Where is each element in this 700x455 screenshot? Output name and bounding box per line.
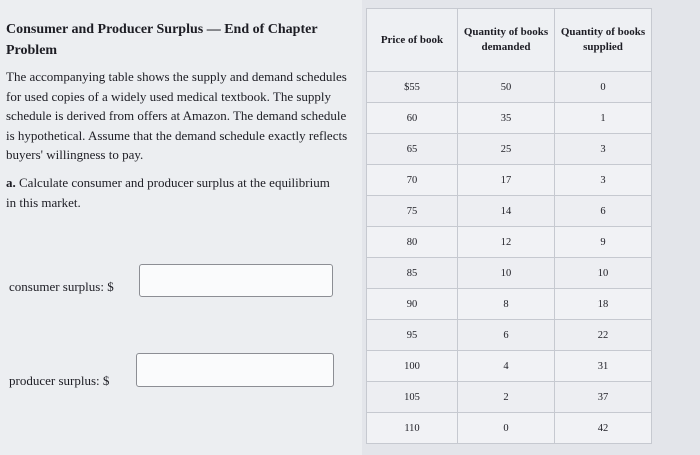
demanded-cell: 8 xyxy=(458,289,555,320)
producer-surplus-input[interactable] xyxy=(136,353,334,387)
price-cell: 95 xyxy=(367,320,458,351)
supplied-cell: 0 xyxy=(555,72,652,103)
table-row xyxy=(367,72,652,103)
supplied-cell: 9 xyxy=(555,227,652,258)
producer-surplus-label: producer surplus: $ xyxy=(9,373,110,388)
table-row xyxy=(367,134,652,165)
table-row xyxy=(367,165,652,196)
supplied-cell: 22 xyxy=(555,320,652,351)
supplied-cell: 3 xyxy=(555,165,652,196)
table-row xyxy=(367,382,652,413)
table-row xyxy=(367,258,652,289)
price-cell: 100 xyxy=(367,351,458,382)
table-row xyxy=(367,289,652,320)
price-cell: 105 xyxy=(367,382,458,413)
consumer-surplus-label: consumer surplus: $ xyxy=(9,279,114,294)
consumer-surplus-input[interactable] xyxy=(139,264,333,297)
problem-title: Consumer and Producer Surplus — End of Chapter Problem xyxy=(6,22,318,58)
supplied-cell: 37 xyxy=(555,382,652,413)
demanded-cell: 12 xyxy=(458,227,555,258)
question-a-text: Calculate consumer and producer surplus at the equilibrium in this market. xyxy=(6,175,330,210)
supplied-cell: 3 xyxy=(555,134,652,165)
price-cell: 110 xyxy=(367,413,458,444)
supplied-cell: 1 xyxy=(555,103,652,134)
price-cell: $55 xyxy=(367,72,458,103)
table-row xyxy=(367,413,652,444)
demanded-cell: 17 xyxy=(458,165,555,196)
price-cell: 60 xyxy=(367,103,458,134)
schedule-panel xyxy=(362,0,700,455)
demanded-cell: 50 xyxy=(458,72,555,103)
demanded-cell: 14 xyxy=(458,196,555,227)
demanded-cell: 25 xyxy=(458,134,555,165)
table-row xyxy=(367,196,652,227)
demanded-cell: 0 xyxy=(458,413,555,444)
price-cell: 65 xyxy=(367,134,458,165)
price-cell: 75 xyxy=(367,196,458,227)
table-header-row xyxy=(367,9,652,72)
supplied-cell: 6 xyxy=(555,196,652,227)
table-row xyxy=(367,351,652,382)
demanded-cell: 2 xyxy=(458,382,555,413)
question-a-prefix: a. xyxy=(6,175,16,190)
header-demanded: Quantity of books demanded xyxy=(458,9,555,72)
problem-intro: The accompanying table shows the supply and demand schedules for used copies of a widely used medical textbook. The supply schedule is derived from offers at Amazon. The demand schedule is hypothetical. Assume that the demand schedule exactly reflects buyers' willingness to pay. xyxy=(6,69,348,162)
supplied-cell: 10 xyxy=(555,258,652,289)
supply-demand-table xyxy=(366,8,652,444)
demanded-cell: 6 xyxy=(458,320,555,351)
table-row xyxy=(367,227,652,258)
table-row xyxy=(367,103,652,134)
price-cell: 85 xyxy=(367,258,458,289)
price-cell: 70 xyxy=(367,165,458,196)
supplied-cell: 42 xyxy=(555,413,652,444)
price-cell: 90 xyxy=(367,289,458,320)
demanded-cell: 10 xyxy=(458,258,555,289)
header-supplied: Quantity of books supplied xyxy=(555,9,652,72)
question-a xyxy=(6,173,336,212)
price-cell: 80 xyxy=(367,227,458,258)
header-price: Price of book xyxy=(367,9,458,72)
demanded-cell: 35 xyxy=(458,103,555,134)
supplied-cell: 31 xyxy=(555,351,652,382)
table-row xyxy=(367,320,652,351)
supplied-cell: 18 xyxy=(555,289,652,320)
demanded-cell: 4 xyxy=(458,351,555,382)
